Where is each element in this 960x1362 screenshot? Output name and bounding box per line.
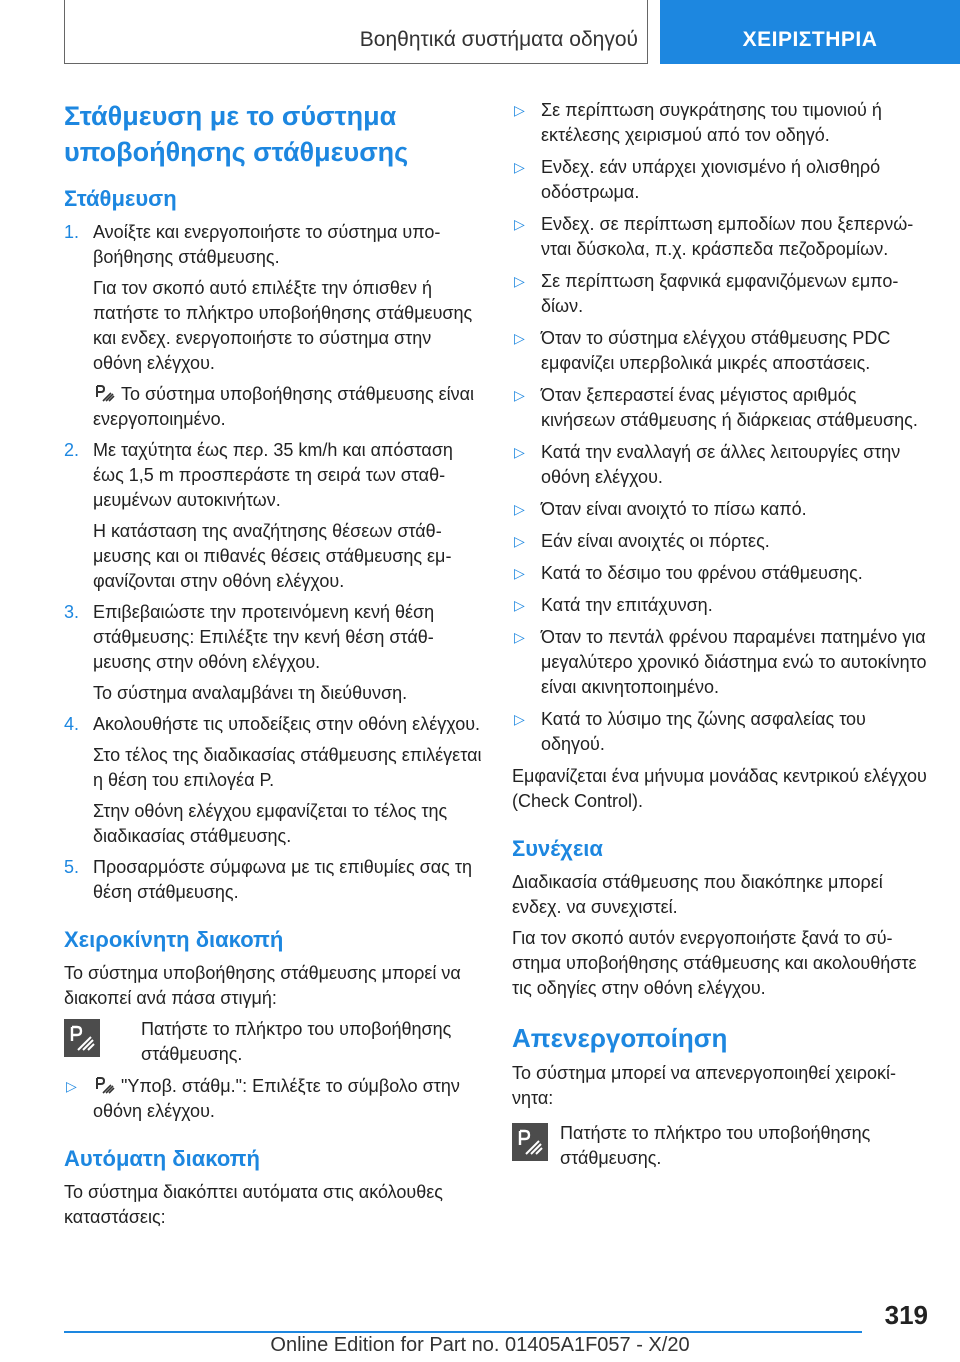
step-text: Για τον σκοπό αυτό επιλέξτε την όπισθεν ή πατήστε το πλήκτρο υποβοήθησης στάθμευσης και ενδεχ. ενεργοποιήστε το σύστημα στην οθόνη ελέγχου. (93, 278, 473, 373)
bullet-triangle-icon: ▷ (514, 501, 525, 517)
step-text: Στην οθόνη ελέγχου εμφανίζεται το τέλος της διαδικασίας στάθμευσης. (93, 801, 448, 846)
bullet-triangle-icon: ▷ (66, 1078, 77, 1094)
parking-assist-icon (93, 1075, 115, 1095)
footer-divider (64, 1331, 862, 1333)
step-text: Το σύστημα υποβοήθησης στάθμευσης είναι ενεργοποιημένο. (93, 384, 475, 429)
step-text: Το σύστημα αναλαμβάνει τη διεύθυνση. (93, 683, 408, 703)
parking-assist-button-icon (512, 1123, 548, 1161)
section-continue-heading: Συνέχεια (512, 836, 603, 861)
list-item-text: Σε περίπτωση ξαφνικά εμφανιζόμενων εμποδίων. (541, 271, 899, 316)
bullet-triangle-icon: ▷ (514, 330, 525, 346)
step-5 (64, 855, 482, 905)
bullet-triangle-icon: ▷ (514, 597, 525, 613)
step-text: Η κατάσταση της αναζήτησης θέσεων στάθμευσης και οι πιθανές θέσεις στάθμευσης εμφανίζονται στην οθόνη ελέγχου. (93, 521, 452, 591)
parking-assist-icon (93, 383, 115, 403)
bullet-triangle-icon: ▷ (514, 444, 525, 460)
list-item (512, 98, 930, 148)
step-text: Με ταχύτητα έως περ. 35 km/h και απόσταση έως 1,5 m προσπεράστε τη σειρά των σταθμευμένων αυτοκινήτων. (93, 440, 453, 510)
right-column (512, 98, 930, 1177)
list-item-text: "Υποβ. στάθμ.": Επιλέξτε το σύμβολο στην οθόνη ελέγχου. (93, 1076, 460, 1121)
list-item (512, 440, 930, 490)
step-number: 2. (64, 440, 80, 460)
list-item-text: Κατά την επιτάχυνση. (541, 595, 713, 615)
step-number: 3. (64, 602, 80, 622)
step-2 (64, 438, 482, 594)
section-manual-stop-text: Το σύστημα υποβοήθησης στάθμευσης μπορεί να διακοπεί ανά πάσα στιγμή: (64, 963, 461, 1008)
list-item-text: Όταν το πεντάλ φρένου παραμένει πατημένο για μεγαλύτερο χρονικό διάστημα ενώ το αυτοκίνητο είναι ακινητοποιημένο. (541, 627, 927, 697)
bullet-triangle-icon: ▷ (514, 159, 525, 175)
list-item-text: Ενδεχ. σε περίπτωση εμποδίων που ξεπερνώνται δύσκολα, π.χ. κράσπεδα πεζοδρομίων. (541, 214, 914, 259)
bullet-triangle-icon: ▷ (514, 216, 525, 232)
list-item (512, 707, 930, 757)
deactivate-instruction (512, 1121, 930, 1171)
left-column (64, 98, 482, 1236)
section-deactivate-text: Το σύστημα μπορεί να απενεργοποιηθεί χειροκίνητα: (512, 1063, 897, 1108)
list-item (512, 326, 930, 376)
header-tab[interactable] (660, 0, 960, 64)
bullet-triangle-icon: ▷ (514, 387, 525, 403)
list-item (64, 1017, 482, 1067)
section-auto-stop-heading: Αυτόματη διακοπή (64, 1146, 260, 1171)
section-deactivate-heading: Απενεργοποίηση (512, 1023, 728, 1053)
step-number: 5. (64, 857, 80, 877)
step-number: 1. (64, 222, 80, 242)
list-item (512, 625, 930, 700)
list-item (512, 383, 930, 433)
bullet-triangle-icon: ▷ (514, 273, 525, 289)
bullet-triangle-icon: ▷ (514, 629, 525, 645)
list-item-text: Όταν είναι ανοιχτό το πίσω καπό. (541, 499, 807, 519)
list-item-text: Πατήστε το πλήκτρο του υποβοήθησης στάθμευσης. (141, 1019, 452, 1064)
list-item-text: Κατά την εναλλαγή σε άλλες λειτουργίες στην οθόνη ελέγχου. (541, 442, 901, 487)
page-number: 319 (884, 1300, 928, 1330)
step-text: Προσαρμόστε σύμφωνα με τις επιθυμίες σας τη θέση στάθμευσης. (93, 857, 472, 902)
check-control-note: Εμφανίζεται ένα μήνυμα μονάδας κεντρικού ελέγχου (Check Control). (512, 766, 927, 811)
footer-edition: Online Edition for Part no. 01405A1F057 - X/20 (270, 1334, 690, 1356)
step-1 (64, 220, 482, 432)
list-item (512, 561, 930, 586)
section-parking-heading: Στάθμευση (64, 186, 177, 211)
bullet-triangle-icon: ▷ (514, 533, 525, 549)
bullet-triangle-icon: ▷ (514, 102, 525, 118)
step-text: Ακολουθήστε τις υποδείξεις στην οθόνη ελέγχου. (93, 714, 481, 734)
header-section-title: Βοηθητικά συστήματα οδηγού (359, 28, 638, 51)
bullet-triangle-icon: ▷ (514, 565, 525, 581)
bullet-triangle-icon: ▷ (514, 711, 525, 727)
deactivate-instruction-text: Πατήστε το πλήκτρο του υποβοήθησης στάθμευσης. (560, 1123, 871, 1168)
step-4 (64, 712, 482, 849)
step-3 (64, 600, 482, 706)
list-item-text: Όταν ξεπεραστεί ένας μέγιστος αριθμός κινήσεων στάθμευσης ή διάρκειας στάθμευσης. (541, 385, 918, 430)
step-number: 4. (64, 714, 80, 734)
parking-assist-button-icon (64, 1019, 100, 1057)
section-continue-text: Διαδικασία στάθμευσης που διακόπηκε μπορεί ενδεχ. να συνεχιστεί. (512, 872, 883, 917)
step-text: Επιβεβαιώστε την προτεινόμενη κενή θέση στάθμευσης: Επιλέξτε την κενή θέση στάθμευσης στην οθόνη ελέγχου. (93, 602, 435, 672)
list-item (512, 529, 930, 554)
list-item (512, 497, 930, 522)
header-tab-label: ΧΕΙΡΙΣΤΗΡΙΑ (742, 28, 878, 51)
step-text: Ανοίξτε και ενεργοποιήστε το σύστημα υποβοήθησης στάθμευσης. (93, 222, 441, 267)
list-item (512, 593, 930, 618)
page-title: Στάθμευση με το σύστημα υποβοήθησης στάθμευσης (64, 101, 409, 167)
section-auto-stop-text: Το σύστημα διακόπτει αυτόματα στις ακόλουθες καταστάσεις: (64, 1182, 443, 1227)
list-item-text: Όταν το σύστημα ελέγχου στάθμευσης PDC εμφανίζει υπερβολικά μικρές αποστάσεις. (541, 328, 891, 373)
list-item-text: Εάν είναι ανοιχτές οι πόρτες. (541, 531, 770, 551)
list-item-text: Κατά το δέσιμο του φρένου στάθμευσης. (541, 563, 863, 583)
list-item (512, 212, 930, 262)
list-item-text: Κατά το λύσιμο της ζώνης ασφαλείας του οδηγού. (541, 709, 866, 754)
list-item-text: Σε περίπτωση συγκράτησης του τιμονιού ή εκτέλεσης χειρισμού από τον οδηγό. (541, 100, 882, 145)
section-continue-text: Για τον σκοπό αυτόν ενεργοποιήστε ξανά το σύστημα υποβοήθησης στάθμευσης και ακολουθήστε τις οδηγίες στην οθόνη ελέγχου. (512, 928, 917, 998)
list-item (512, 155, 930, 205)
list-item (512, 269, 930, 319)
list-item (64, 1074, 482, 1124)
list-item-text: Ενδεχ. εάν υπάρχει χιονισμένο ή ολισθηρό οδόστρωμα. (541, 157, 881, 202)
step-text: Στο τέλος της διαδικασίας στάθμευσης επιλέγεται η θέση του επιλογέα P. (93, 745, 482, 790)
step-text-with-icon (93, 382, 482, 432)
section-manual-stop-heading: Χειροκίνητη διακοπή (64, 927, 284, 952)
